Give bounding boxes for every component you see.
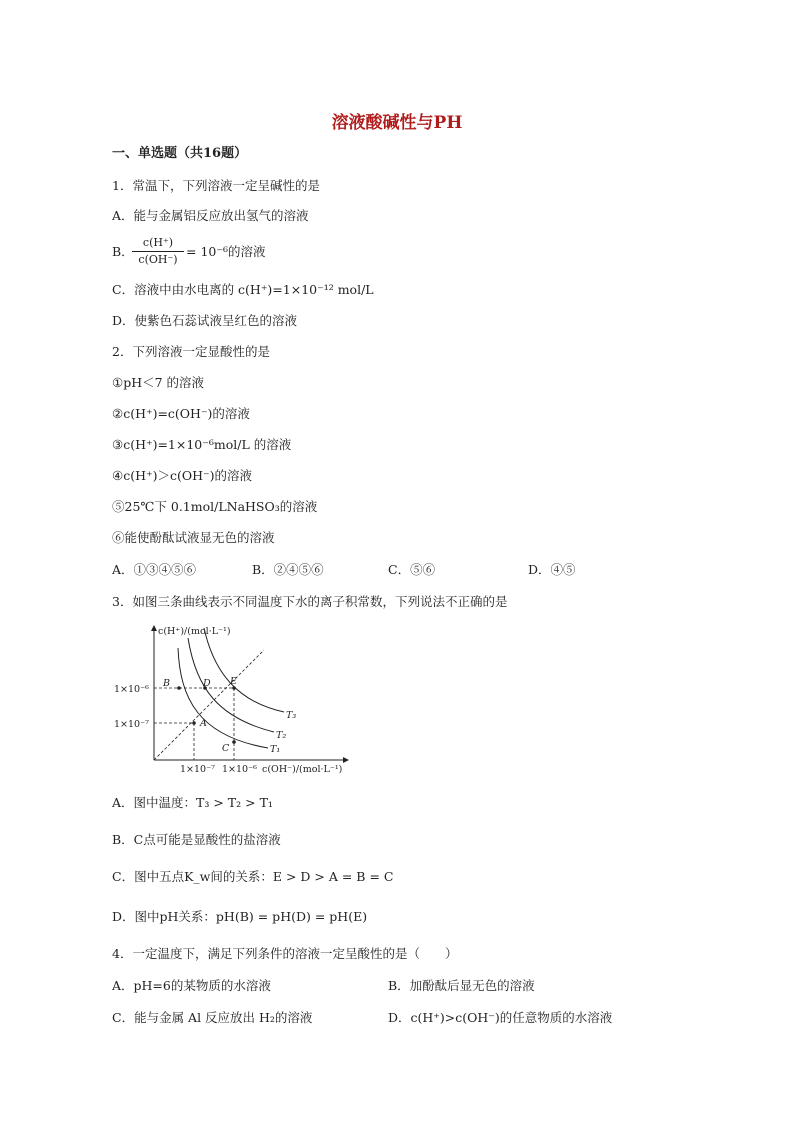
q1-option-b-suffix: = 10⁻⁶的溶液 (186, 244, 266, 259)
q2-item-1: ①pH＜7 的溶液 (112, 375, 205, 390)
point-e-label: E (230, 676, 237, 687)
q4-option-d: D．c(H⁺)>c(OH⁻)的任意物质的水溶液 (388, 1010, 613, 1025)
q4-option-a: A．pH=6的某物质的水溶液 (112, 978, 271, 993)
q3-option-a: A．图中温度：T₃ > T₂ > T₁ (112, 795, 273, 810)
fraction-denominator: c(OH⁻) (138, 253, 178, 266)
curve-t2-label: T₂ (276, 730, 287, 741)
q2-item-3: ③c(H⁺)=1×10⁻⁶mol/L 的溶液 (112, 437, 292, 452)
section-heading: 一、单选题（共16题） (112, 146, 248, 161)
x-axis-label: c(OH⁻)/(mol·L⁻¹) (262, 764, 343, 775)
q2-option-b: B．②④⑤⑥ (252, 562, 324, 577)
curve-t1-label: T₁ (270, 744, 281, 755)
q4-option-b: B．加酚酞后显无色的溶液 (388, 978, 535, 993)
q1-option-a: A．能与金属铝反应放出氢气的溶液 (112, 208, 309, 223)
y-axis-label: c(H⁺)/(mol·L⁻¹) (158, 626, 231, 637)
point-a-label: A (200, 718, 207, 729)
q3-option-c: C．图中五点K_w间的关系：E > D > A = B = C (112, 869, 394, 884)
y-tick-2: 1×10⁻⁷ (114, 719, 149, 730)
point-d-label: D (203, 678, 211, 689)
q4-stem: 4．一定温度下，满足下列条件的溶液一定呈酸性的是（ ） (112, 946, 458, 961)
point-a-dot (192, 721, 196, 725)
q3-option-d: D．图中pH关系：pH(B) = pH(D) = pH(E) (112, 909, 368, 924)
q2-item-4: ④c(H⁺)＞c(OH⁻)的溶液 (112, 468, 252, 483)
fraction-numerator: c(H⁺) (132, 236, 184, 252)
q1-option-c: C．溶液中由水电离的 c(H⁺)=1×10⁻¹² mol/L (112, 282, 374, 297)
q4-option-c: C．能与金属 Al 反应放出 H₂的溶液 (112, 1010, 313, 1025)
curve-t3-label: T₃ (286, 710, 297, 721)
q3-stem: 3．如图三条曲线表示不同温度下水的离子积常数，下列说法不正确的是 (112, 594, 508, 609)
q2-stem: 2．下列溶液一定显酸性的是 (112, 344, 270, 359)
q2-option-c: C．⑤⑥ (388, 562, 436, 577)
curve-t1 (178, 648, 268, 748)
q1-option-b-prefix: B． (112, 244, 134, 259)
q2-item-5: ⑤25℃下 0.1mol/LNaHSO₃的溶液 (112, 499, 318, 514)
point-c-dot (232, 740, 236, 744)
kw-temperature-figure (108, 618, 368, 778)
point-c-label: C (222, 743, 230, 754)
q1-option-b-fraction (132, 236, 184, 267)
q3-option-b: B．C点可能是显酸性的盐溶液 (112, 832, 281, 847)
point-b-dot (177, 686, 181, 690)
q1-stem: 1．常温下，下列溶液一定呈碱性的是 (112, 178, 320, 193)
q2-option-d: D．④⑤ (528, 562, 576, 577)
point-b-label: B (163, 678, 170, 689)
y-tick-1: 1×10⁻⁶ (114, 684, 149, 695)
x-tick-2: 1×10⁻⁶ (222, 764, 257, 775)
q2-option-a: A．①③④⑤⑥ (112, 562, 197, 577)
page-title: 溶液酸碱性与PH (331, 113, 463, 133)
x-tick-1: 1×10⁻⁷ (180, 764, 215, 775)
q2-item-6: ⑥能使酚酞试液显无色的溶液 (112, 530, 275, 545)
q1-option-d: D．使紫色石蕊试液呈红色的溶液 (112, 313, 298, 328)
q2-item-2: ②c(H⁺)=c(OH⁻)的溶液 (112, 406, 250, 421)
